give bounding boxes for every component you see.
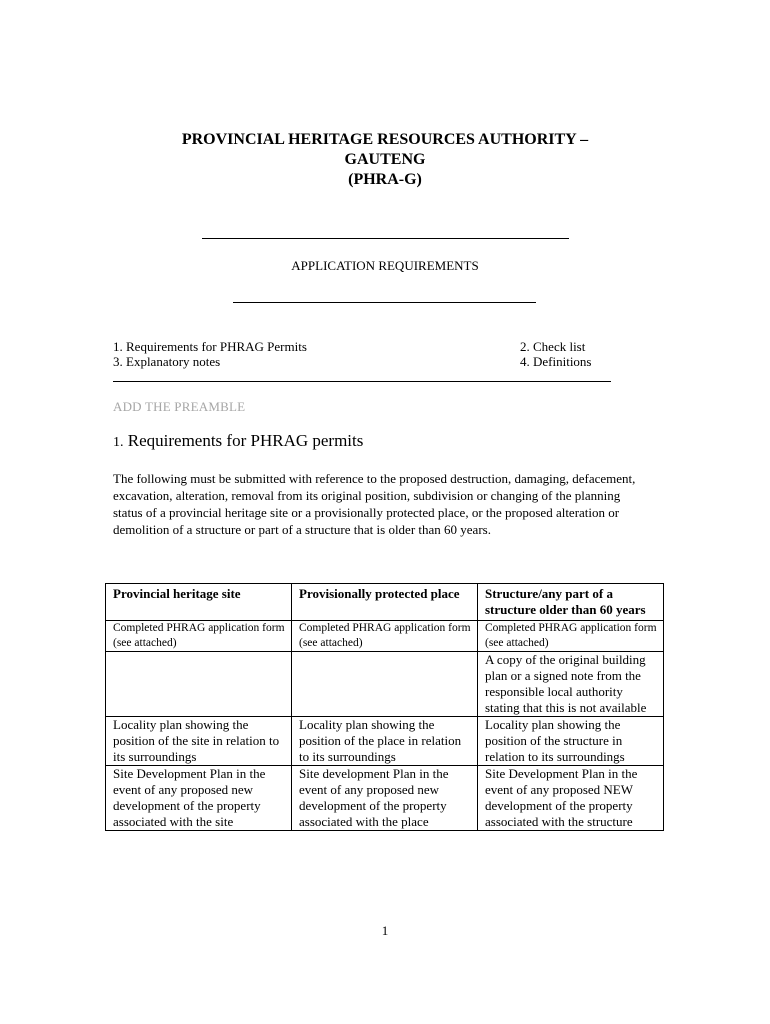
toc-item-definitions: 4. Definitions <box>520 354 592 369</box>
toc-item-checklist: 2. Check list <box>520 339 586 354</box>
table-row <box>106 717 664 766</box>
table-cell <box>106 652 292 717</box>
toc-item-requirements: 1. Requirements for PHRAG Permits <box>113 339 307 354</box>
document-title-line-2: GAUTENG <box>344 151 426 168</box>
requirements-table <box>105 583 664 831</box>
table-row <box>106 621 664 652</box>
document-title-line-3: (PHRA-G) <box>348 171 422 188</box>
section-title: Requirements for PHRAG permits <box>127 431 364 450</box>
section-paragraph: The following must be submitted with reference to the proposed destruction, damaging, defacement, excavation, alteration, removal from its original position, subdivision or changing of the planning status of a provincial heritage site or a provisionally protected place, or the proposed alteration or demolition of a structure or part of a structure that is older than 60 years. <box>113 471 636 537</box>
table-header-row <box>106 584 664 621</box>
table-cell: Locality plan showing the position of the site in relation to its surroundings <box>106 717 292 766</box>
toc-item-explanatory-notes: 3. Explanatory notes <box>113 354 221 369</box>
table-cell: Site Development Plan in the event of any proposed new development of the property associated with the site <box>106 766 292 831</box>
section-heading <box>113 431 363 451</box>
table-header-cell: Provisionally protected place <box>292 584 478 621</box>
table-header-cell: Structure/any part of a structure older than 60 years <box>478 584 664 621</box>
preamble-placeholder: ADD THE PREAMBLE <box>113 399 246 414</box>
table-cell: Completed PHRAG application form (see attached) <box>478 621 664 652</box>
table-cell: Completed PHRAG application form (see attached) <box>292 621 478 652</box>
table-header-cell: Provincial heritage site <box>106 584 292 621</box>
table-cell <box>292 652 478 717</box>
table-row <box>106 766 664 831</box>
table-row <box>106 652 664 717</box>
divider-rule-middle <box>233 302 536 303</box>
table-cell: Site Development Plan in the event of any proposed NEW development of the property associated with the structure <box>478 766 664 831</box>
divider-rule-toc <box>113 381 611 382</box>
application-requirements-subtitle: APPLICATION REQUIREMENTS <box>291 258 479 273</box>
table-cell: Site development Plan in the event of any proposed new development of the property associated with the place <box>292 766 478 831</box>
table-cell: Locality plan showing the position of the place in relation to its surroundings <box>292 717 478 766</box>
divider-rule-top <box>202 238 569 239</box>
section-number: 1. <box>113 435 124 450</box>
page-number: 1 <box>381 923 389 938</box>
table-cell: Completed PHRAG application form (see attached) <box>106 621 292 652</box>
table-cell: A copy of the original building plan or a signed note from the responsible local authority stating that this is not available <box>478 652 664 717</box>
table-cell: Locality plan showing the position of the structure in relation to its surroundings <box>478 717 664 766</box>
document-title-line-1: PROVINCIAL HERITAGE RESOURCES AUTHORITY – <box>181 131 589 148</box>
